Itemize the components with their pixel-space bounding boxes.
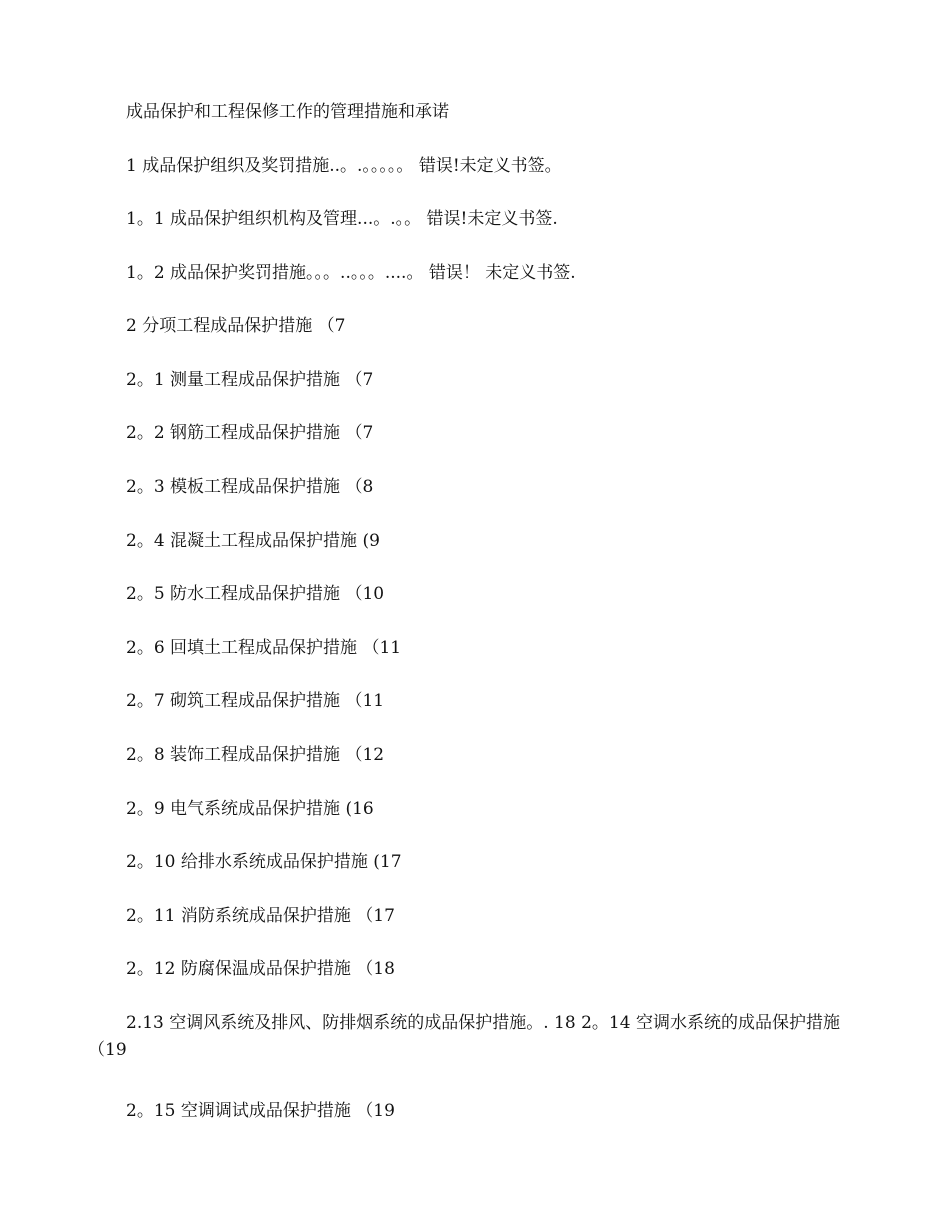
toc-entry: 2。15 空调调试成品保护措施 （19 (126, 1101, 395, 1121)
document-title: 成品保护和工程保修工作的管理措施和承诺 (126, 102, 449, 122)
toc-entry: 2。6 回填土工程成品保护措施 （11 (126, 638, 402, 658)
toc-entry: 2。8 装饰工程成品保护措施 （12 (126, 745, 385, 765)
toc-entry: 2 分项工程成品保护措施 （7 (126, 316, 346, 336)
toc-entry: 2。5 防水工程成品保护措施 （10 (126, 584, 385, 604)
toc-entry: 2。7 砌筑工程成品保护措施 （11 (126, 691, 385, 711)
toc-entry: 2。12 防腐保温成品保护措施 （18 (126, 959, 395, 979)
toc-entry: 2。2 钢筋工程成品保护措施 （7 (126, 423, 374, 443)
toc-entry: 2。1 测量工程成品保护措施 （7 (126, 370, 374, 390)
toc-entry-wrapped: 2.13 空调风系统及排风、防排烟系统的成品保护措施。. 18 2。14 空调水系统的成品保护措施 （19 (88, 1013, 840, 1060)
toc-entry: 1 成品保护组织及奖罚措施..。.。。。。。 错误!未定义书签。 (126, 156, 562, 176)
toc-entry: 2。4 混凝土工程成品保护措施 (9 (126, 531, 380, 551)
toc-entry: 2。9 电气系统成品保护措施 (16 (126, 799, 374, 819)
toc-entry: 2。10 给排水系统成品保护措施 (17 (126, 852, 402, 872)
toc-entry: 1。2 成品保护奖罚措施。。。..。。。....。 错误！ 未定义书签. (126, 263, 576, 283)
toc-entry: 1。1 成品保护组织机构及管理...。.。。 错误!未定义书签. (126, 209, 558, 229)
toc-entry: 2。3 模板工程成品保护措施 （8 (126, 477, 374, 497)
toc-entry: 2。11 消防系统成品保护措施 （17 (126, 906, 395, 926)
